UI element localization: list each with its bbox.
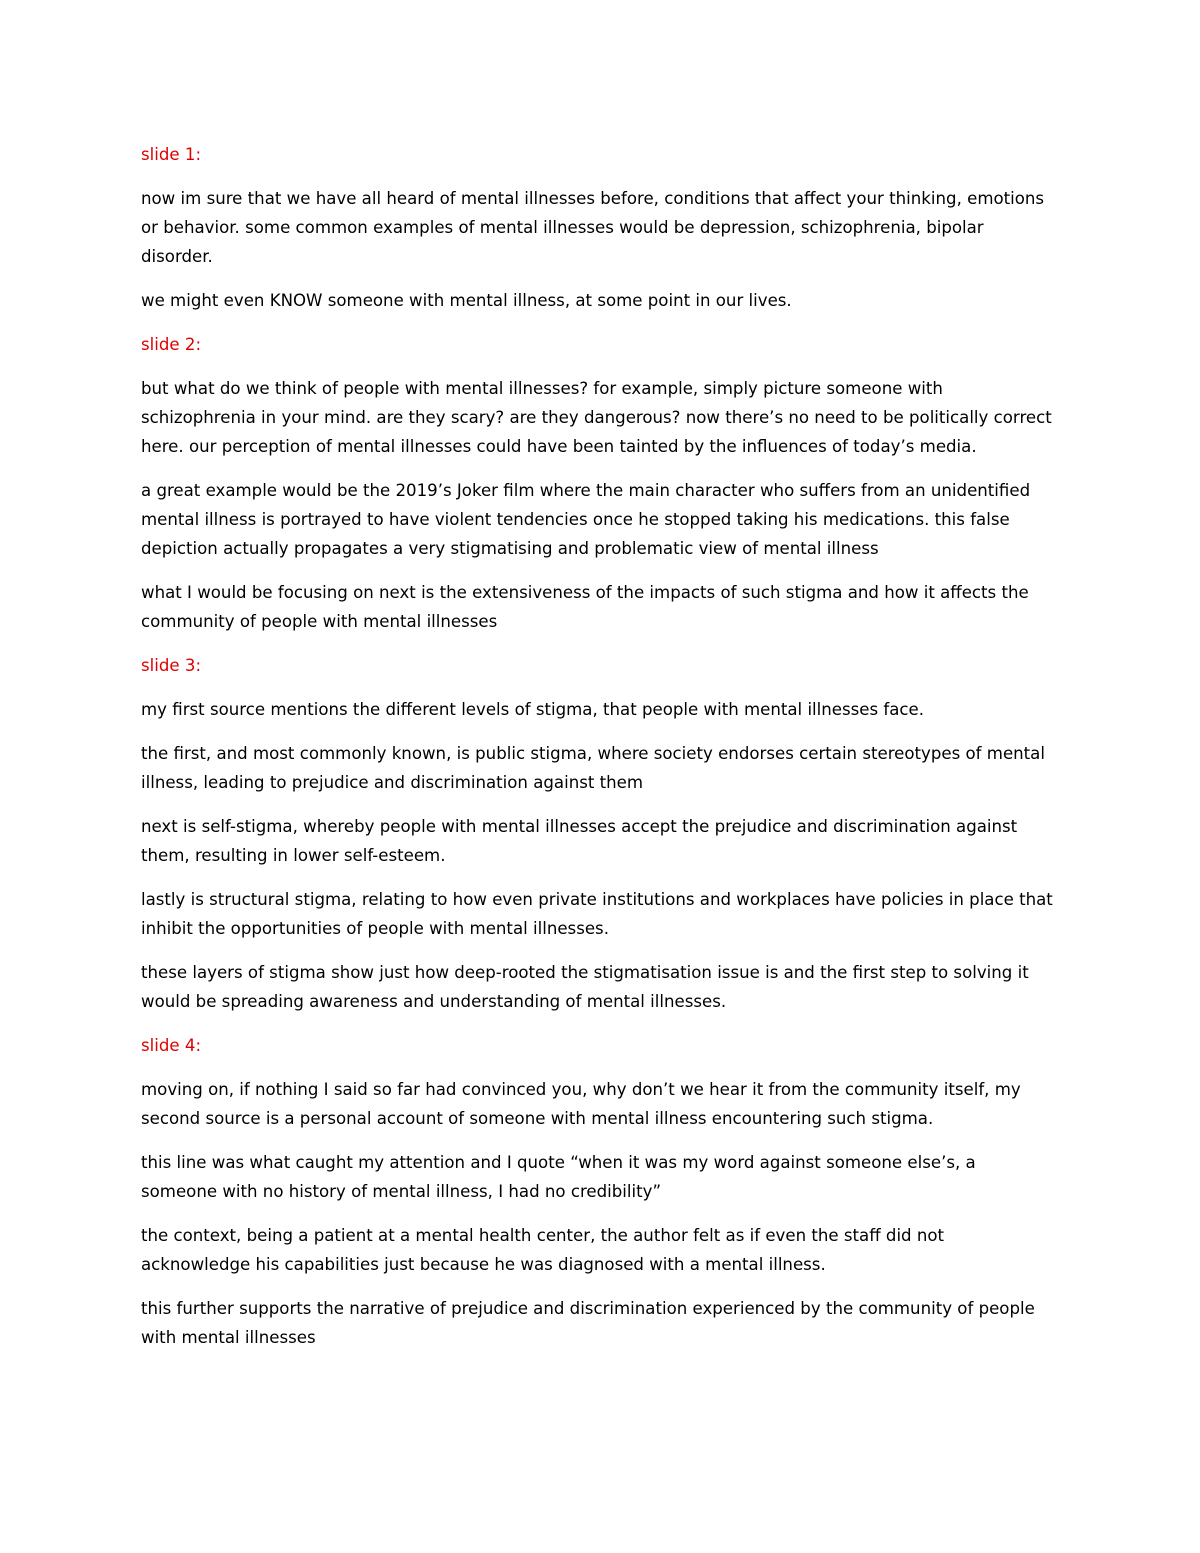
slide-2-paragraph-1: but what do we think of people with mental illnesses? for example, simply picture someone with schizophrenia in your mind. are they scary? are they dangerous? now there’s no need to be politically correct here. our perception of mental illnesses could have been tainted by the influences of today’s media. [141, 379, 1052, 456]
slide-4-heading: slide 4: [141, 1036, 202, 1055]
slide-4-paragraph-1: moving on, if nothing I said so far had convinced you, why don’t we hear it from the community itself, my second source is a personal account of someone with mental illness encountering such stigma. [141, 1080, 1021, 1128]
slide-3-paragraph-5: these layers of stigma show just how deep-rooted the stigmatisation issue is and the first step to solving it would be spreading awareness and understanding of mental illnesses. [141, 963, 1029, 1011]
slide-1-paragraph-2: we might even KNOW someone with mental illness, at some point in our lives. [141, 291, 792, 310]
slide-3-paragraph-4: lastly is structural stigma, relating to how even private institutions and workplaces have policies in place that inhibit the opportunities of people with mental illnesses. [141, 890, 1053, 938]
slide-3-heading: slide 3: [141, 656, 202, 675]
slide-4-paragraph-2: this line was what caught my attention and I quote “when it was my word against someone else’s, a someone with no history of mental illness, I had no credibility” [141, 1153, 976, 1201]
slide-3-paragraph-1: my first source mentions the different levels of stigma, that people with mental illnesses face. [141, 700, 925, 719]
slide-4-paragraph-3: the context, being a patient at a mental health center, the author felt as if even the staff did not acknowledge his capabilities just because he was diagnosed with a mental illness. [141, 1226, 945, 1274]
slide-2-heading: slide 2: [141, 335, 202, 354]
slide-2-paragraph-3: what I would be focusing on next is the extensiveness of the impacts of such stigma and how it affects the community of people with mental illnesses [141, 583, 1029, 631]
slide-3-paragraph-2: the first, and most commonly known, is public stigma, where society endorses certain stereotypes of mental illness, leading to prejudice and discrimination against them [141, 744, 1045, 792]
slide-4-paragraph-4: this further supports the narrative of prejudice and discrimination experienced by the community of people with mental illnesses [141, 1299, 1035, 1347]
document-page [141, 140, 1056, 1367]
slide-3-paragraph-3: next is self-stigma, whereby people with mental illnesses accept the prejudice and discrimination against them, resulting in lower self-esteem. [141, 817, 1018, 865]
slide-1-paragraph-1: now im sure that we have all heard of mental illnesses before, conditions that affect your thinking, emotions or behavior. some common examples of mental illnesses would be depression, schizophrenia, bipolar disorder. [141, 189, 1045, 266]
slide-2-paragraph-2: a great example would be the 2019’s Joker film where the main character who suffers from an unidentified mental illness is portrayed to have violent tendencies once he stopped taking his medications. this false depiction actually propagates a very stigmatising and problematic view of mental illness [141, 481, 1031, 558]
slide-1-heading: slide 1: [141, 145, 202, 164]
